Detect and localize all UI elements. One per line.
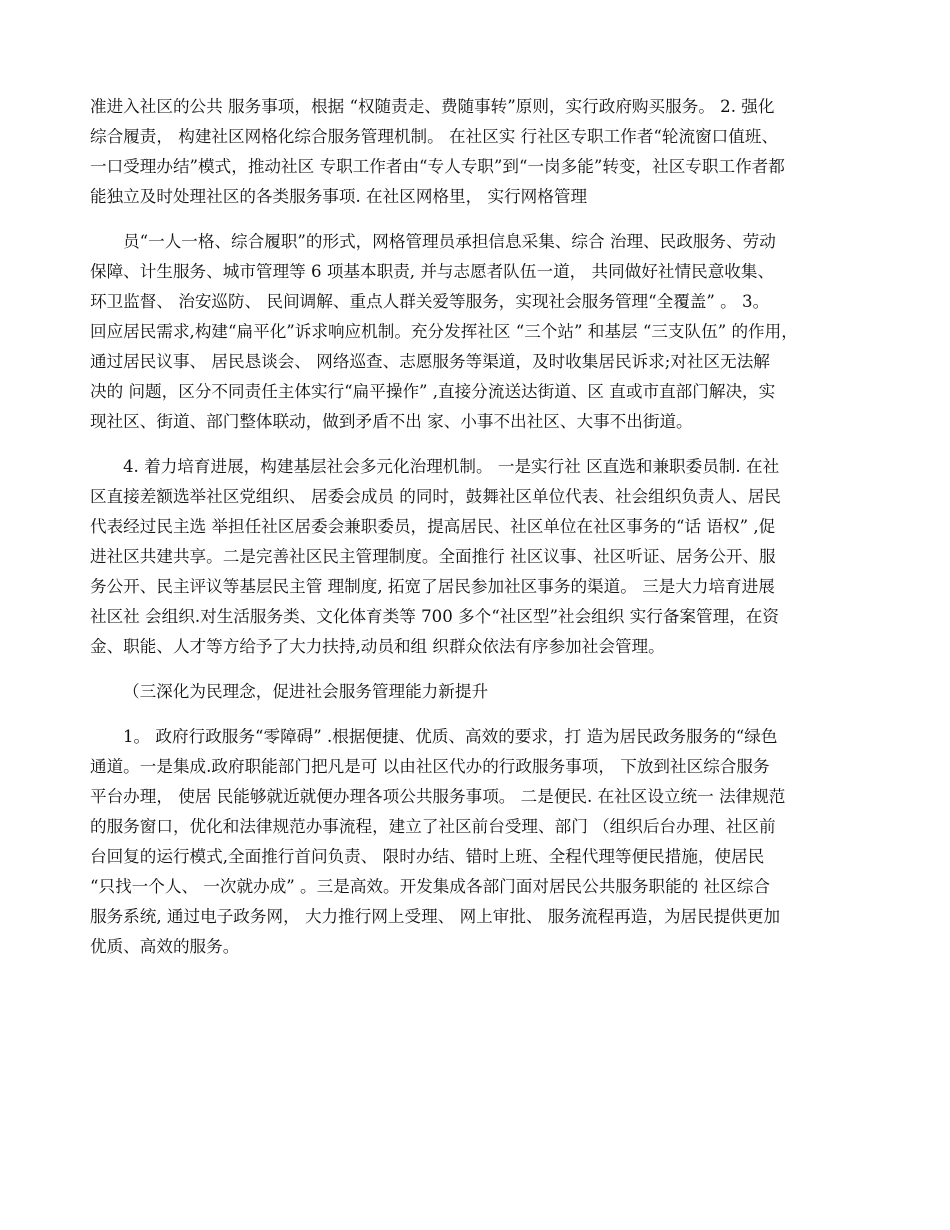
document-body bbox=[90, 92, 862, 962]
paragraph-2: 员“一人一格、综合履职”的形式，网格管理员承担信息采集、综合 治理、民政服务、劳动 保障、计生服务、城市管理等 6 项基本职责, 并与志愿者队伍一道， 共同做好社情民意收集、 环卫监督、 治安巡防、 民间调解、重点人群关爱等服务，实现社会服务管理“全覆盖” 。 3。 回应居民需求,构建“扁平化”诉求响应机制。充分发挥社区 “三个站” 和基层 “三支队伍” 的作用， 通过居民议事、 居民恳谈会、 网络巡查、志愿服务等渠道，及时收集居民诉求;对社区无法解 决的 问题，区分不同责任主体实行“扁平操作” ,直接分流送达街道、区 直或市直部门解决，实 现社区、街道、部门整体联动，做到矛盾不出 家、小事不出社区、大事不出街道。 bbox=[90, 232, 798, 431]
section-heading: （三深化为民理念，促进社会服务管理能力新提升 bbox=[123, 682, 489, 701]
paragraph-4: 1。 政府行政服务“零障碍” .根据便捷、优质、高效的要求，打 造为居民政务服务的“绿色 通道。一是集成.政府职能部门把凡是可 以由社区代办的行政服务事项， 下放到社区综合服务 平台办理， 使居 民能够就近就便办理各项公共服务事项。 二是便民. 在社区设立统一 法律规范 的服务窗口，优化和法律规范办事流程，建立了社区前台受理、部门 （组织后台办理、社区前 台回复的运行模式,全面推行首问负责、 限时办结、错时上班、全程代理等便民措施，使居民 “只找一个人、 一次就办成” 。三是高效。开发集成各部门面对居民公共服务职能的 社区综合 服务系统, 通过电子政务网， 大力推行网上受理、 网上审批、 服务流程再造，为居民提供更加 优质、高效的服务。 bbox=[90, 727, 786, 956]
paragraph-1: 准进入社区的公共 服务事项，根据 “权随责走、费随事转”原则，实行政府购买服务。 2. 强化 综合履责， 构建社区网格化综合服务管理机制。 在社区实 行社区专职工作者“轮流窗口值班、 一口受理办结”模式，推动社区 专职工作者由“专人专职”到“一岗多能”转变，社区专职工作者都 能独立及时处理社区的各类服务事项. 在社区网格里， 实行网格管理 bbox=[90, 97, 785, 206]
paragraph-3: 4. 着力培育进展，构建基层社会多元化治理机制。 一是实行社 区直选和兼职委员制. 在社 区直接差额选举社区党组织、 居委会成员 的同时，鼓舞社区单位代表、社会组织负责人、居民 代表经过民主选 举担任社区居委会兼职委员，提高居民、社区单位在社区事务的“话 语权” ,促 进社区共建共享。二是完善社区民主管理制度。全面推行 社区议事、社区听证、居务公开、服 务公开、民主评议等基层民主管 理制度, 拓宽了居民参加社区事务的渠道。 三是大力培育进展 社区社 会组织.对生活服务类、文化体育类等 700 多个“社区型”社会组织 实行备案管理，在资 金、职能、人才等方给予了大力扶持,动员和组 织群众依法有序参加社会管理。 bbox=[90, 457, 781, 656]
